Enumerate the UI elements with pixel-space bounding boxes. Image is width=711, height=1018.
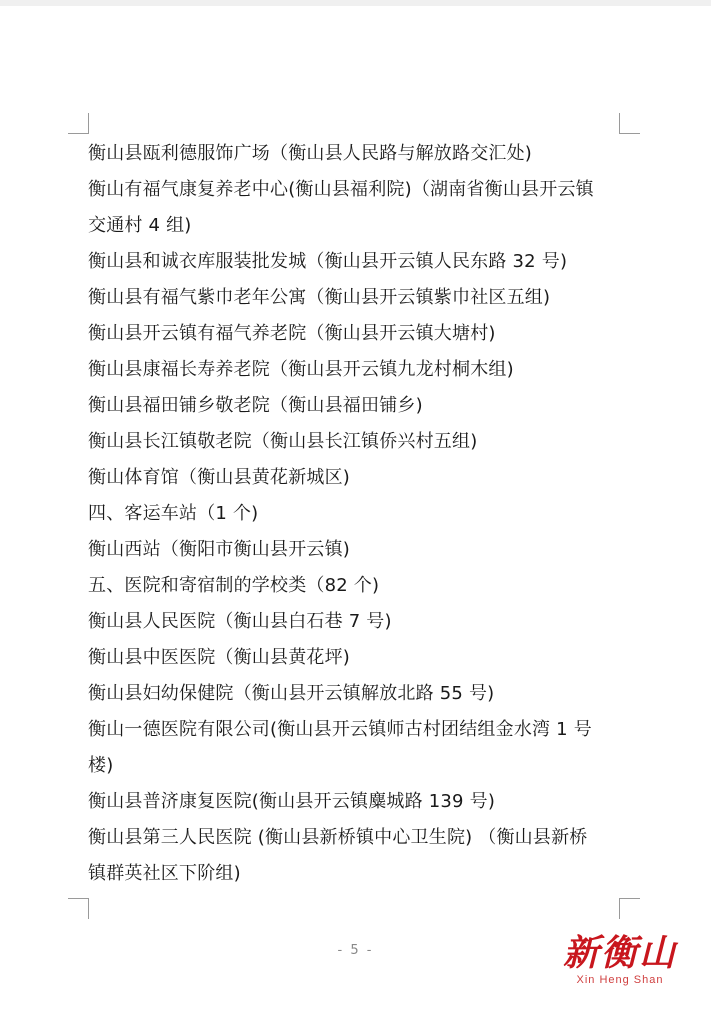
text-line: 衡山体育馆（衡山县黄花新城区) (88, 467, 351, 488)
text-line: 衡山县康福长寿养老院（衡山县开云镇九龙村桐木组) (88, 359, 514, 380)
text-line: 衡山西站（衡阳市衡山县开云镇) (88, 539, 351, 560)
text-line: 衡山县妇幼保健院（衡山县开云镇解放北路 55 号) (88, 683, 495, 704)
text-line: 衡山县和诚衣库服装批发城（衡山县开云镇人民东路 32 号) (88, 251, 568, 272)
text-line: 衡山县普济康复医院(衡山县开云镇麋城路 139 号) (88, 791, 496, 812)
crop-mark-top-left (68, 113, 89, 134)
logo-subtitle: Xin Heng Shan (576, 974, 664, 986)
text-line: 镇群英社区下阶组) (88, 863, 241, 884)
text-line: 衡山有福气康复养老中心(衡山县福利院)（湖南省衡山县开云镇 (88, 179, 594, 200)
document-body (88, 136, 628, 892)
logo-text: 新衡山 (562, 932, 677, 974)
crop-mark-bottom-right (619, 898, 640, 919)
text-line: 衡山县开云镇有福气养老院（衡山县开云镇大塘村) (88, 323, 496, 344)
crop-mark-bottom-left (68, 898, 89, 919)
section-heading: 四、客运车站（1 个) (88, 503, 259, 524)
watermark-logo (540, 930, 700, 992)
text-line: 衡山县第三人民医院 (衡山县新桥镇中心卫生院) （衡山县新桥 (88, 827, 588, 848)
text-line: 衡山县人民医院（衡山县白石巷 7 号) (88, 611, 392, 632)
text-line: 衡山县中医医院（衡山县黄花坪) (88, 647, 351, 668)
text-line: 楼) (88, 755, 114, 776)
crop-mark-top-right (619, 113, 640, 134)
text-line: 交通村 4 组) (88, 215, 192, 236)
section-heading: 五、医院和寄宿制的学校类（82 个) (88, 575, 380, 596)
text-line: 衡山县瓯利德服饰广场（衡山县人民路与解放路交汇处) (88, 143, 533, 164)
page-number: - 5 - (337, 943, 374, 958)
text-line: 衡山县长江镇敬老院（衡山县长江镇侨兴村五组) (88, 431, 478, 452)
text-line: 衡山县有福气紫巾老年公寓（衡山县开云镇紫巾社区五组) (88, 287, 551, 308)
text-line: 衡山一德医院有限公司(衡山县开云镇师古村团结组金水湾 1 号 (88, 719, 592, 740)
text-line: 衡山县福田铺乡敬老院（衡山县福田铺乡) (88, 395, 423, 416)
page-top-edge (0, 0, 711, 6)
